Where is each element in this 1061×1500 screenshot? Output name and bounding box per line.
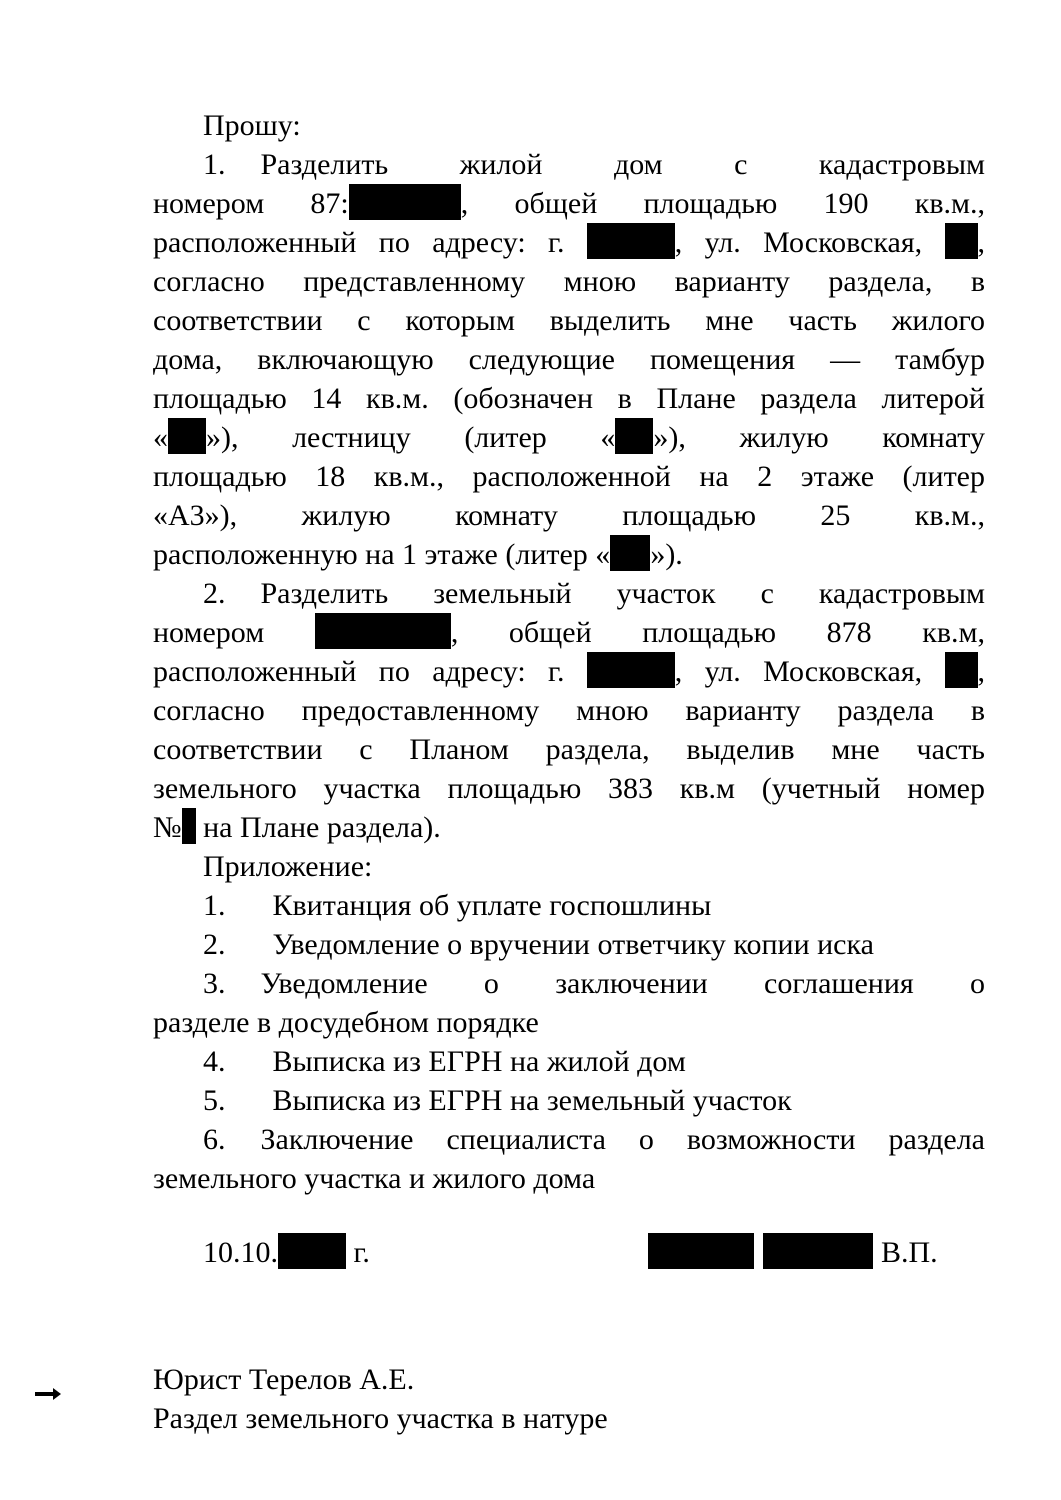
redaction-cadastral-number bbox=[349, 184, 461, 220]
document-date: 10.10. г. bbox=[203, 1233, 503, 1272]
item1-line10: «А3»), жилую комнату площадью 25 кв.м., bbox=[153, 499, 985, 532]
item1-line5: соответствии с которым выделить мне часть жилого bbox=[153, 304, 985, 337]
item2-line4: согласно предоставленному мною варианту раздела в bbox=[153, 694, 985, 727]
item1-line2: номером 87: , общей площадью 190 кв.м., bbox=[153, 184, 985, 223]
request-heading: Прошу: bbox=[203, 109, 301, 142]
redaction-year bbox=[278, 1233, 346, 1269]
item1-line4: согласно представленному мною варианту раздела, в bbox=[153, 265, 985, 298]
redaction-city bbox=[587, 223, 675, 259]
item2-line3: расположенный по адресу: г. , ул. Московская, , bbox=[153, 652, 985, 691]
redaction-signature bbox=[648, 1233, 754, 1269]
item2-line5: соответствии с Планом раздела, выделив мне часть bbox=[153, 733, 985, 766]
attachment-item-continuation: земельного участка и жилого дома bbox=[153, 1162, 596, 1195]
attachment-item-continuation: разделе в досудебном порядке bbox=[153, 1006, 539, 1039]
redaction-house-number bbox=[945, 652, 978, 688]
footer-title: Раздел земельного участка в натуре bbox=[153, 1402, 608, 1435]
redaction-house-number bbox=[945, 223, 978, 259]
redaction-cadastral-number bbox=[315, 613, 451, 649]
redaction-liter bbox=[168, 418, 206, 454]
attachment-item: 4. Выписка из ЕГРН на жилой дом bbox=[203, 1045, 686, 1078]
attachment-item: 5. Выписка из ЕГРН на земельный участок bbox=[203, 1084, 792, 1117]
footer-author: Юрист Терелов А.Е. bbox=[153, 1363, 415, 1396]
attachment-item: 3. Уведомление о заключении соглашения о bbox=[203, 967, 985, 1000]
item1-line3: расположенный по адресу: г. , ул. Московская, , bbox=[153, 223, 985, 262]
attachment-item: 2. Уведомление о вручении ответчику копии иска bbox=[203, 928, 874, 961]
item1-line11: расположенную на 1 этаже (литер « »). bbox=[153, 535, 985, 574]
item1-line8: « »), лестницу (литер « »), жилую комнату bbox=[153, 418, 985, 457]
item1-line6: дома, включающую следующие помещения — тамбур bbox=[153, 343, 985, 376]
attachments-heading: Приложение: bbox=[203, 850, 373, 883]
item2-line6: земельного участка площадью 383 кв.м (учетный номер bbox=[153, 772, 985, 805]
attachment-item: 1. Квитанция об уплате госпошлины bbox=[203, 889, 712, 922]
arrow-right-icon bbox=[35, 1388, 61, 1400]
redaction-plot-number bbox=[182, 808, 196, 844]
item1-line1: 1. Разделить жилой дом с кадастровым bbox=[203, 148, 985, 181]
item1-line9: площадью 18 кв.м., расположенной на 2 этаже (литер bbox=[153, 460, 985, 493]
item2-line2: номером , общей площадью 878 кв.м, bbox=[153, 613, 985, 652]
redaction-liter bbox=[610, 535, 650, 571]
signature-block: В.П. bbox=[648, 1233, 968, 1272]
item2-line7: № на Плане раздела). bbox=[153, 808, 985, 847]
item1-line7: площадью 14 кв.м. (обозначен в Плане раздела литерой bbox=[153, 382, 985, 415]
redaction-city bbox=[587, 652, 675, 688]
redaction-liter bbox=[615, 418, 653, 454]
redaction-surname bbox=[763, 1233, 873, 1269]
attachment-item: 6. Заключение специалиста о возможности раздела bbox=[203, 1123, 985, 1156]
item2-line1: 2. Разделить земельный участок с кадастровым bbox=[203, 577, 985, 610]
